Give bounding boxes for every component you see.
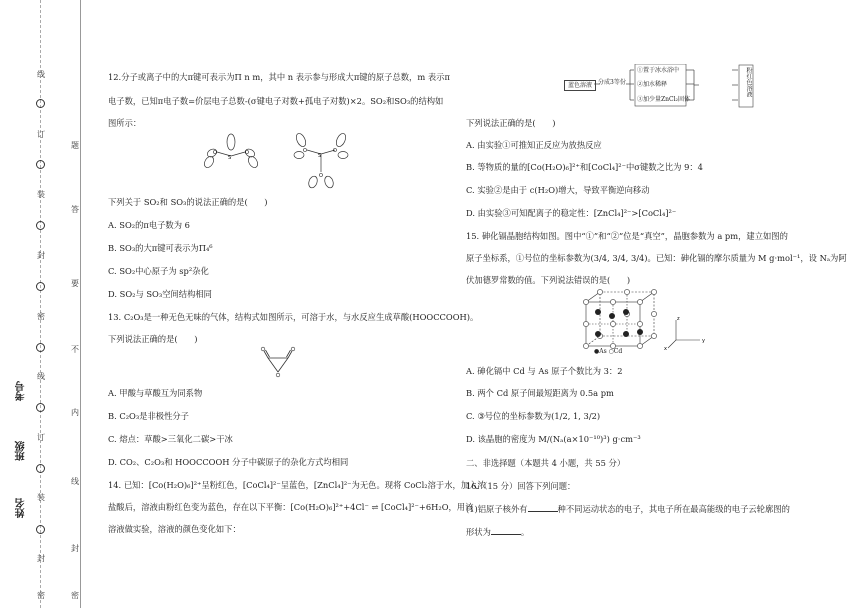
q16-line2: [466, 503, 790, 515]
binding-inner-char: 封: [71, 544, 79, 553]
q14-line1: 14. 已知：[Co(H₂O)₆]²⁺呈粉红色，[CoCl₄]²⁻呈蓝色，[ZnCl₄]²⁻为无色。现将 CoCl₂溶于水，加入浓: [108, 480, 486, 490]
q14-question: 下列说法正确的是( ): [466, 118, 556, 128]
binding-char: 装: [37, 190, 45, 199]
class-label: 班级: [16, 441, 27, 461]
flow-step-1: ①置于冰水浴中: [637, 67, 680, 74]
flow-step-3: ③加少量ZnCl₂固体: [637, 96, 690, 103]
svg-text:y: y: [702, 338, 705, 344]
q14-option-d[interactable]: D. 由实验③可知配离子的稳定性：[ZnCl₄]²⁻>[CoCl₄]²⁻: [466, 208, 677, 218]
binding-char: 封: [37, 554, 45, 563]
q12-option-a[interactable]: A. SO₂的π电子数为 6: [108, 220, 190, 230]
q15-option-c[interactable]: C. ③号位的坐标参数为(1/2, 1, 3/2): [466, 411, 601, 421]
q15-line3: 伏加德罗常数的值。下列说法错误的是( ): [466, 275, 631, 285]
q14-line3: 溶液做实验，溶液的颜色变化如下：: [108, 524, 241, 534]
q14-option-a[interactable]: A. 由实验①可推知正反应为放热反应: [466, 140, 602, 150]
section-2-heading: 二、非选择题（本题共 4 小题，共 55 分）: [466, 458, 626, 468]
q12-line2: 电子数，已知π电子数=价层电子总数-(σ键电子对数+孤电子对数)×2。SO₂和SO₃的结构如: [108, 96, 444, 106]
binding-char: 封: [37, 251, 45, 260]
svg-text:O: O: [319, 173, 323, 179]
q12-line1: 12.分子或离子中的大π键可表示为Π n m，其中 n 表示参与形成大π键的原子总数，m 表示π: [108, 72, 450, 82]
binding-margin: [0, 0, 82, 608]
answer-blank[interactable]: [491, 526, 521, 535]
binding-inner-char: 线: [71, 477, 79, 486]
q16-line2-start: (1)铝原子核外有: [466, 504, 528, 514]
binding-line-inner: [80, 0, 81, 608]
q16-line1: 16.（15 分）回答下列问题：: [466, 481, 576, 491]
q15-option-d[interactable]: D. 该晶胞的密度为 M/(Nₐ(a×10⁻¹⁰)³) g·cm⁻³: [466, 434, 641, 444]
q16-line3-start: 形状为: [466, 527, 491, 537]
binding-line-outer: [40, 0, 41, 608]
binding-circle: [36, 99, 45, 108]
binding-inner-char: 答: [71, 205, 79, 214]
svg-text:O: O: [333, 148, 337, 154]
binding-circle: [36, 403, 45, 412]
svg-text:S: S: [318, 153, 322, 159]
binding-circle: [36, 282, 45, 291]
q15-option-a[interactable]: A. 砷化镉中 Cd 与 As 原子个数比为 3：2: [466, 366, 623, 376]
svg-text:O: O: [213, 150, 217, 156]
q16-line3: [466, 526, 529, 538]
q13-line1: 13. C₂O₃是一种无色无味的气体，结构式如图所示，可溶于水，与水反应生成草酸(HOOCCOOH)。: [108, 312, 479, 322]
flow-step-2: ②加水稀释: [637, 81, 668, 88]
name-label: 姓名: [16, 498, 27, 518]
binding-inner-char: 密: [71, 591, 79, 600]
answer-blank[interactable]: [528, 503, 558, 512]
so2-so3-structure-figure: [203, 128, 373, 193]
q15-option-b[interactable]: B. 两个 Cd 原子间最短距离为 0.5a pm: [466, 388, 614, 398]
binding-circle: [36, 221, 45, 230]
flow-split-label: 分成3等份: [598, 79, 626, 86]
binding-char: 订: [37, 433, 45, 442]
q14-line2: 盐酸后，溶液由粉红色变为蓝色，存在以下平衡：[Co(H₂O)₆]²⁺+4Cl⁻ ⇌ [CoCl₄]²⁻+6H₂O，用该: [108, 502, 474, 512]
binding-inner-char: 不: [71, 345, 79, 354]
flow-start-box: 蓝色溶液: [564, 80, 596, 91]
q12-question: 下列关于 SO₂和 SO₃的说法正确的是( ): [108, 197, 268, 207]
svg-text:x: x: [664, 346, 667, 352]
q15-line2: 原子坐标系，①号位的坐标参数为(3/4, 3/4, 3/4)。已知：砷化镉的摩尔质量为 M g·mol⁻¹，设 Nₐ为阿: [466, 253, 847, 263]
color-change-flow-diagram: [564, 64, 759, 110]
binding-circle: [36, 160, 45, 169]
binding-circle: [36, 464, 45, 473]
binding-char: 密: [37, 591, 45, 600]
q14-option-c[interactable]: C. 实验②是由于 c(H₂O)增大，导致平衡逆向移动: [466, 185, 650, 195]
binding-char: 装: [37, 493, 45, 502]
binding-circle: [36, 343, 45, 352]
q13-option-a[interactable]: A. 甲酸与草酸互为同系物: [108, 388, 203, 398]
binding-char: 订: [37, 130, 45, 139]
binding-char: 密: [37, 312, 45, 321]
svg-text:S: S: [228, 155, 232, 161]
q13-option-d[interactable]: D. CO₂、C₂O₃和 HOOCCOOH 分子中碳原子的杂化方式均相同: [108, 457, 349, 467]
binding-inner-char: 内: [71, 408, 79, 417]
c2o3-structure-figure: [258, 346, 298, 380]
binding-char: 线: [37, 70, 45, 79]
unit-cell-legend: ●As ○Cd: [594, 348, 623, 355]
q13-option-b[interactable]: B. C₂O₃是非极性分子: [108, 411, 189, 421]
binding-circle: [36, 525, 45, 534]
q12-option-d[interactable]: D. SO₂与 SO₃空间结构相同: [108, 289, 212, 299]
q13-option-c[interactable]: C. 熔点：草酸>三氧化二碳>干冰: [108, 434, 233, 444]
svg-text:z: z: [677, 316, 680, 322]
q16-line2-end: 种不同运动状态的电子，其电子所在最高能级的电子云轮廓图的: [557, 504, 790, 514]
binding-char: 线: [37, 372, 45, 381]
exam-number-label: 考号: [16, 381, 27, 401]
flow-result-box: 粉红色溶液: [745, 67, 752, 97]
svg-text:O: O: [245, 150, 249, 156]
q14-option-b[interactable]: B. 等物质的量的[Co(H₂O)₆]²⁺和[CoCl₄]²⁻中σ键数之比为 9：4: [466, 162, 703, 172]
binding-inner-char: 要: [71, 279, 79, 288]
q13-question: 下列说法正确的是( ): [108, 334, 198, 344]
q16-line3-end: 。: [520, 527, 530, 537]
svg-text:O: O: [303, 148, 307, 154]
q12-line3: 图所示：: [108, 118, 142, 128]
binding-inner-char: 题: [71, 141, 79, 150]
q12-option-b[interactable]: B. SO₃的大π键可表示为Π₄⁶: [108, 243, 213, 253]
q12-option-c[interactable]: C. SO₂中心原子为 sp²杂化: [108, 266, 209, 276]
q15-line1: 15. 砷化镉晶胞结构如图。图中“①”和“②”位是“真空”，晶胞参数为 a pm，建立如图的: [466, 231, 788, 241]
